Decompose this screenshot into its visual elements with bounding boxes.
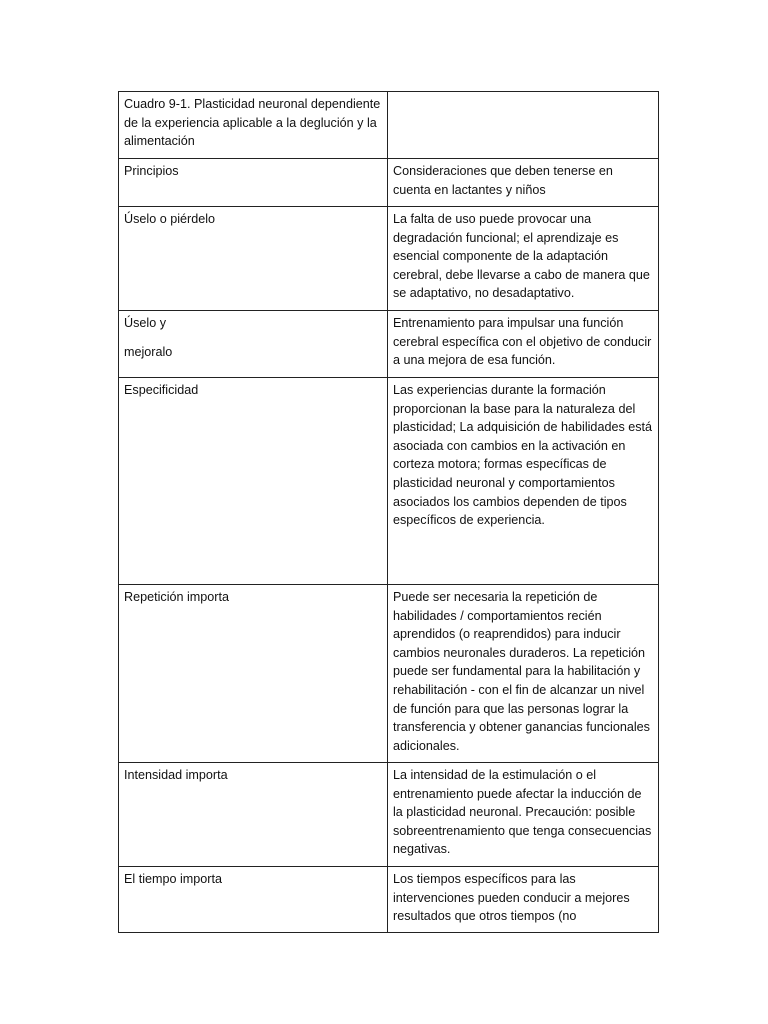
consideration-text: Las experiencias durante la formación proporcionan la base para la naturaleza del plasticidad; La adquisición de habilidades está asociada con cambios en la activación en corteza motora; formas específicas de plasticidad neuronal y comportamientos asociados los cambios dependen de tipos específicos de experiencia. <box>393 383 653 528</box>
consideration-cell <box>388 585 659 763</box>
principle-text-line1: Úselo y <box>124 316 166 330</box>
table-row <box>119 867 659 933</box>
principle-text: Intensidad importa <box>124 768 228 782</box>
caption-row <box>119 92 659 159</box>
principle-cell <box>119 207 388 311</box>
header-row <box>119 159 659 207</box>
consideration-text: La intensidad de la estimulación o el entrenamiento puede afectar la inducción de la plasticidad neuronal. Precaución: posible sobreentrenamiento que tenga consecuencias negativas. <box>393 768 652 857</box>
consideration-cell <box>388 763 659 867</box>
principle-text-line2: mejoralo <box>124 344 173 359</box>
principle-cell <box>119 585 388 763</box>
table-caption-cell <box>119 92 388 159</box>
principle-text: Especificidad <box>124 383 199 397</box>
consideration-cell <box>388 378 659 585</box>
plasticity-table <box>118 91 659 933</box>
header-considerations-cell <box>388 159 659 207</box>
consideration-cell <box>388 207 659 311</box>
principle-text: Úselo o piérdelo <box>124 212 216 226</box>
table-row <box>119 207 659 311</box>
consideration-text: Puede ser necesaria la repetición de habilidades / comportamientos recién aprendidos (o reaprendidos) para inducir cambios neuronales duraderos. La repetición puede ser fundamental para la habilitación y rehabilitación - con el fin de alcanzar un nivel de función para que las personas lograr la transferencia y obtener ganancias funcionales adicionales. <box>393 590 650 753</box>
table-row <box>119 763 659 867</box>
principle-text: Repetición importa <box>124 590 229 604</box>
consideration-text: Los tiempos específicos para las intervenciones pueden conducir a mejores resultados que otros tiempos (no <box>393 872 630 924</box>
header-principles: Principios <box>124 164 179 178</box>
table-caption: Cuadro 9-1. Plasticidad neuronal dependiente de la experiencia aplicable a la deglución y la alimentación <box>124 97 381 149</box>
table-row <box>119 311 659 378</box>
principle-cell <box>119 311 388 378</box>
consideration-text: Entrenamiento para impulsar una función cerebral específica con el objetivo de conducir a una mejora de esa función. <box>393 316 652 368</box>
header-principles-cell <box>119 159 388 207</box>
principle-cell <box>119 763 388 867</box>
consideration-text: La falta de uso puede provocar una degradación funcional; el aprendizaje es esencial componente de la adaptación cerebral, debe llevarse a cabo de manera que se adaptativo, no desadaptativo. <box>393 212 650 301</box>
principle-cell <box>119 867 388 933</box>
consideration-cell <box>388 867 659 933</box>
header-considerations: Consideraciones que deben tenerse en cuenta en lactantes y niños <box>393 164 613 197</box>
table-row <box>119 378 659 585</box>
empty-caption-cell <box>388 92 659 159</box>
consideration-cell <box>388 311 659 378</box>
principle-cell <box>119 378 388 585</box>
principle-text: El tiempo importa <box>124 872 222 886</box>
table-row <box>119 585 659 763</box>
